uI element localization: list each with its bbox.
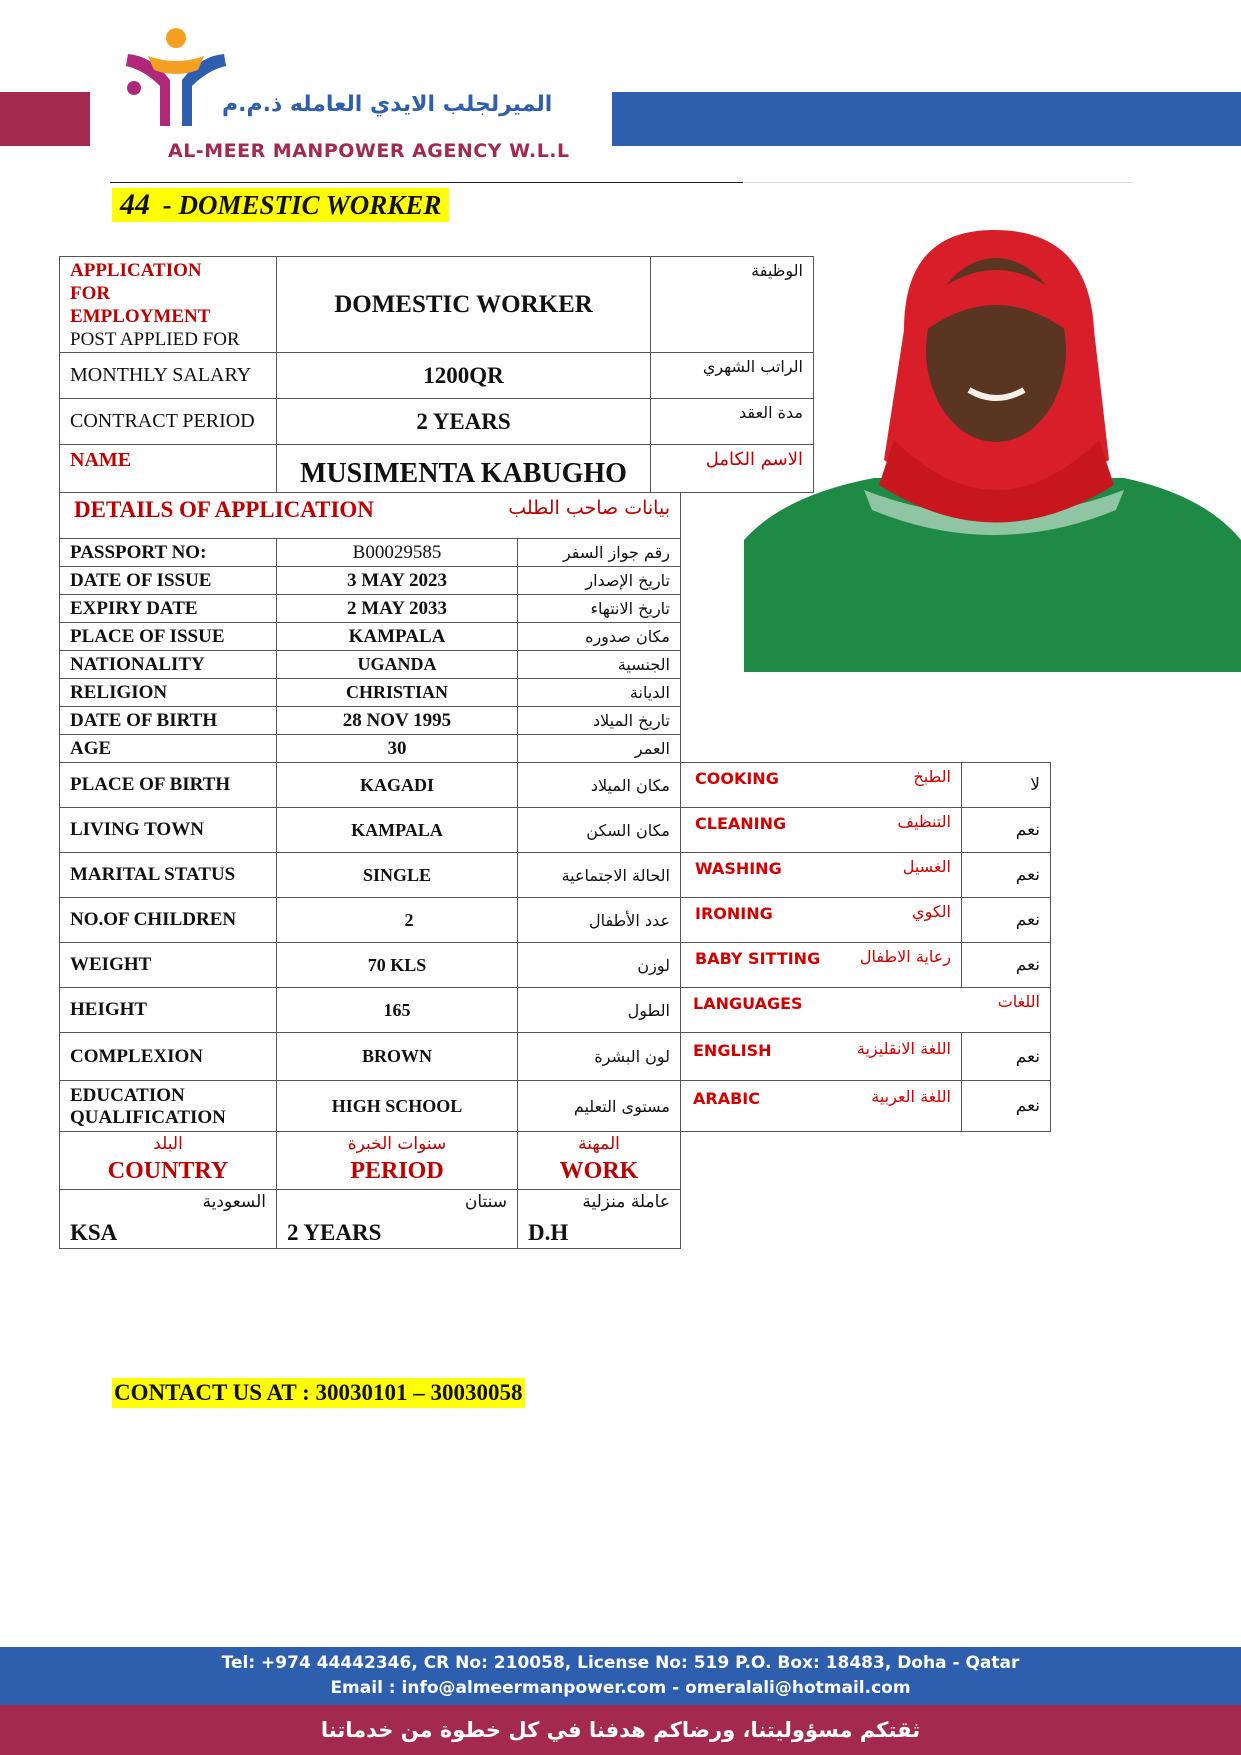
- details-ar-cell: [517, 807, 681, 853]
- skill-answer: نعم: [1015, 910, 1040, 930]
- details-ar: لوزن: [637, 955, 670, 975]
- details-value: HIGH SCHOOL: [331, 1095, 463, 1116]
- period-ar: سنوات الخبرة: [347, 1134, 447, 1154]
- details-label-cell: [59, 566, 277, 595]
- name-value-cell: [276, 444, 651, 493]
- application-label-2: FOR: [70, 283, 111, 304]
- name-ar-cell: [650, 444, 814, 493]
- details-label: COMPLEXION: [70, 1045, 203, 1067]
- post-applied-label: POST APPLIED FOR: [70, 329, 240, 350]
- details-label: DATE OF BIRTH: [70, 709, 218, 731]
- details-value-cell: [276, 538, 518, 567]
- details-value: 3 MAY 2023: [347, 569, 447, 591]
- details-label: MARITAL STATUS: [70, 864, 236, 885]
- header-blue-bar: [612, 92, 1241, 146]
- skill-answer: نعم: [1015, 865, 1040, 885]
- row-work-ar: عاملة منزلية: [582, 1192, 670, 1212]
- header-divider: [110, 182, 743, 183]
- details-value-cell: [276, 622, 518, 651]
- details-ar: الطول: [627, 1000, 670, 1020]
- skill-ar: رعاية الاطفال: [859, 947, 951, 966]
- details-ar: الجنسية: [617, 655, 670, 674]
- contract-label: CONTRACT PERIOD: [70, 410, 255, 432]
- details-label-cell: [59, 734, 277, 763]
- details-value: 28 NOV 1995: [342, 709, 452, 731]
- details-ar: الديانة: [629, 683, 670, 702]
- row-country: KSA: [70, 1220, 118, 1245]
- logo-arabic-text: الميرلجلب الايدي العامله ذ.م.م: [222, 92, 553, 117]
- details-value-cell: [276, 706, 518, 735]
- details-ar: الحالة الاجتماعية: [561, 865, 670, 885]
- salary-value: 1200QR: [423, 362, 504, 388]
- skill-answer-cell: [961, 852, 1051, 898]
- language-en: ARABIC: [693, 1089, 760, 1108]
- details-value: 2: [404, 909, 414, 930]
- details-ar-cell: [517, 678, 681, 707]
- details-label: NO.OF CHILDREN: [70, 909, 237, 930]
- details-value-cell: [276, 650, 518, 679]
- skill-en: WASHING: [695, 859, 782, 878]
- application-label-3: EMPLOYMENT: [70, 306, 211, 327]
- details-ar: رقم جواز السفر: [562, 543, 670, 562]
- details-ar-cell: [517, 594, 681, 623]
- experience-row-period: [276, 1189, 518, 1249]
- details-label: PLACE OF BIRTH: [70, 774, 231, 795]
- details-title: DETAILS OF APPLICATION: [74, 497, 374, 522]
- post-number: 44: [120, 188, 150, 221]
- details-title-ar: بيانات صاحب الطلب: [508, 497, 670, 519]
- details-value: KAMPALA: [348, 625, 446, 647]
- details-ar: مكان صدوره: [585, 627, 670, 646]
- country-ar: البلد: [153, 1134, 183, 1154]
- skill-answer: لا: [1030, 775, 1040, 795]
- name-label-cell: [59, 444, 277, 493]
- salary-value-cell: [276, 352, 651, 399]
- details-label: PLACE OF ISSUE: [70, 625, 225, 647]
- details-label: QUALIFICATION: [70, 1107, 226, 1128]
- details-ar-cell: [517, 1032, 681, 1081]
- details-label-cell: [59, 650, 277, 679]
- skill-answer-cell: [961, 762, 1051, 808]
- skill-cell: [680, 762, 962, 808]
- details-ar: تاريخ الميلاد: [593, 711, 670, 730]
- details-label: EDUCATION: [70, 1085, 185, 1106]
- skill-cell: [680, 897, 962, 943]
- languages-label: LANGUAGES: [693, 994, 803, 1013]
- skill-ar: الطبخ: [913, 767, 951, 786]
- contract-ar-cell: [650, 398, 814, 445]
- salary-label-cell: [59, 352, 277, 399]
- skill-answer-cell: [961, 807, 1051, 853]
- skill-en: COOKING: [695, 769, 779, 788]
- experience-row-work: [517, 1189, 681, 1249]
- name-ar: الاسم الكامل: [705, 449, 803, 470]
- post-value-cell: [276, 256, 651, 353]
- skill-ar: الكوي: [912, 902, 951, 921]
- details-ar-cell: [517, 942, 681, 988]
- details-value-cell: [276, 1080, 518, 1132]
- application-label-1: APPLICATION: [70, 260, 202, 281]
- work-label: WORK: [559, 1158, 639, 1184]
- details-value: 165: [383, 999, 411, 1020]
- language-answer-cell: [961, 1032, 1051, 1081]
- details-label: NATIONALITY: [70, 653, 205, 675]
- details-value-cell: [276, 762, 518, 808]
- application-label-cell: [59, 256, 277, 353]
- details-label: LIVING TOWN: [70, 819, 204, 840]
- country-label: COUNTRY: [107, 1158, 229, 1184]
- skill-en: IRONING: [695, 904, 773, 923]
- language-cell: [680, 1032, 962, 1081]
- language-answer: نعم: [1015, 1096, 1040, 1116]
- post-value: DOMESTIC WORKER: [334, 290, 593, 318]
- details-value: UGANDA: [357, 654, 437, 674]
- skill-answer-cell: [961, 897, 1051, 943]
- skill-ar: التنظيف: [897, 812, 951, 831]
- footer-contact-bar: [0, 1647, 1241, 1705]
- languages-label-ar: اللغات: [997, 992, 1040, 1011]
- details-ar-cell: [517, 987, 681, 1033]
- skill-answer-cell: [961, 942, 1051, 988]
- salary-label: MONTHLY SALARY: [70, 364, 252, 386]
- language-answer: نعم: [1015, 1046, 1040, 1067]
- details-value-cell: [276, 1032, 518, 1081]
- details-ar: مكان الميلاد: [590, 775, 670, 795]
- footer-slogan-bar: [0, 1705, 1241, 1755]
- skill-ar: الغسيل: [902, 857, 951, 876]
- language-answer-cell: [961, 1080, 1051, 1132]
- languages-header-cell: [680, 987, 1051, 1033]
- name-label: NAME: [70, 449, 132, 471]
- details-value-cell: [276, 897, 518, 943]
- details-ar: مستوى التعليم: [573, 1096, 670, 1116]
- details-value: 70 KLS: [367, 954, 427, 975]
- details-ar-cell: [517, 734, 681, 763]
- applicant-photo: [744, 210, 1241, 672]
- details-value: KAMPALA: [351, 819, 443, 840]
- details-ar: تاريخ الإصدار: [585, 571, 670, 590]
- details-ar-cell: [517, 1080, 681, 1132]
- details-label: AGE: [70, 737, 112, 759]
- details-ar-cell: [517, 650, 681, 679]
- skill-answer: نعم: [1015, 820, 1040, 840]
- details-value: KAGADI: [359, 774, 434, 795]
- name-value: MUSIMENTA KABUGHO: [300, 458, 627, 489]
- details-label-cell: [59, 942, 277, 988]
- skill-answer: نعم: [1015, 955, 1040, 975]
- footer-line-2: Email : info@almeermanpower.com - omeralali@hotmail.com: [330, 1678, 911, 1698]
- details-label: RELIGION: [70, 681, 168, 703]
- details-label-cell: [59, 1032, 277, 1081]
- experience-row-country: [59, 1189, 277, 1249]
- language-ar: اللغة الانقليزية: [856, 1039, 951, 1058]
- experience-header-work: [517, 1131, 681, 1190]
- details-ar: مكان السكن: [586, 820, 670, 840]
- skill-cell: [680, 942, 962, 988]
- company-logo-icon: [112, 26, 240, 134]
- details-label-cell: [59, 706, 277, 735]
- details-ar: تاريخ الانتهاء: [590, 599, 670, 618]
- contract-ar: مدة العقد: [739, 403, 803, 422]
- contact-line: CONTACT US AT : 30030101 – 30030058: [112, 1378, 525, 1408]
- experience-header-country: [59, 1131, 277, 1190]
- details-label-cell: [59, 678, 277, 707]
- details-value-cell: [276, 987, 518, 1033]
- details-label-cell: [59, 622, 277, 651]
- logo-english-text: AL-MEER MANPOWER AGENCY W.L.L: [168, 140, 570, 162]
- details-value-cell: [276, 566, 518, 595]
- row-work: D.H: [528, 1220, 569, 1245]
- skill-cell: [680, 807, 962, 853]
- details-ar: عدد الأطفال: [588, 910, 670, 930]
- post-ar: الوظيفة: [751, 261, 803, 280]
- details-value: CHRISTIAN: [345, 682, 449, 702]
- details-label-cell: [59, 762, 277, 808]
- details-label: PASSPORT NO:: [70, 541, 207, 563]
- details-ar-cell: [517, 622, 681, 651]
- details-ar: العمر: [634, 739, 670, 758]
- post-ar-cell: [650, 256, 814, 353]
- skill-en: CLEANING: [695, 814, 787, 833]
- details-value: 2 MAY 2033: [347, 597, 447, 619]
- footer-slogan: ثقتكم مسؤوليتنا، ورضاكم هدفنا في كل خطوة من خدماتنا: [320, 1718, 921, 1742]
- details-ar-cell: [517, 762, 681, 808]
- details-value-cell: [276, 942, 518, 988]
- details-label: WEIGHT: [70, 954, 152, 975]
- header-maroon-bar: [0, 92, 90, 146]
- details-header-cell: [59, 492, 681, 539]
- work-ar: المهنة: [578, 1134, 620, 1154]
- header-divider-light: [743, 182, 1133, 183]
- experience-header-period: [276, 1131, 518, 1190]
- details-label-cell: [59, 1080, 277, 1132]
- details-label-cell: [59, 538, 277, 567]
- details-value: 30: [387, 737, 407, 759]
- details-ar-cell: [517, 538, 681, 567]
- details-label-cell: [59, 594, 277, 623]
- skill-cell: [680, 852, 962, 898]
- row-period: 2 YEARS: [287, 1220, 382, 1245]
- contract-value: 2 YEARS: [416, 408, 511, 434]
- details-value-cell: [276, 734, 518, 763]
- contract-value-cell: [276, 398, 651, 445]
- details-value: B00029585: [352, 541, 442, 563]
- details-ar-cell: [517, 852, 681, 898]
- language-en: ENGLISH: [693, 1041, 772, 1060]
- row-country-ar: السعودية: [202, 1192, 266, 1212]
- contract-label-cell: [59, 398, 277, 445]
- details-label: DATE OF ISSUE: [70, 569, 212, 591]
- details-ar: لون البشرة: [594, 1047, 670, 1066]
- details-value: SINGLE: [362, 864, 432, 885]
- language-cell: [680, 1080, 962, 1132]
- language-ar: اللغة العربية: [871, 1087, 951, 1106]
- footer-line-1: Tel: +974 44442346, CR No: 210058, License No: 519 P.O. Box: 18483, Doha - Qatar: [221, 1653, 1020, 1673]
- details-ar-cell: [517, 897, 681, 943]
- post-title: [112, 188, 449, 222]
- details-value-cell: [276, 807, 518, 853]
- details-label-cell: [59, 897, 277, 943]
- details-label: EXPIRY DATE: [70, 597, 198, 619]
- details-label: HEIGHT: [70, 999, 148, 1020]
- salary-ar-cell: [650, 352, 814, 399]
- details-value-cell: [276, 852, 518, 898]
- row-period-ar: سنتان: [464, 1192, 507, 1212]
- details-label-cell: [59, 852, 277, 898]
- skill-en: BABY SITTING: [695, 949, 821, 968]
- period-label: PERIOD: [350, 1158, 444, 1184]
- salary-ar: الراتب الشهري: [702, 357, 803, 376]
- details-ar-cell: [517, 566, 681, 595]
- details-label-cell: [59, 987, 277, 1033]
- post-title-text: - DOMESTIC WORKER: [162, 190, 442, 220]
- details-value-cell: [276, 678, 518, 707]
- details-label-cell: [59, 807, 277, 853]
- details-ar-cell: [517, 706, 681, 735]
- details-value: BROWN: [361, 1046, 432, 1066]
- details-value-cell: [276, 594, 518, 623]
